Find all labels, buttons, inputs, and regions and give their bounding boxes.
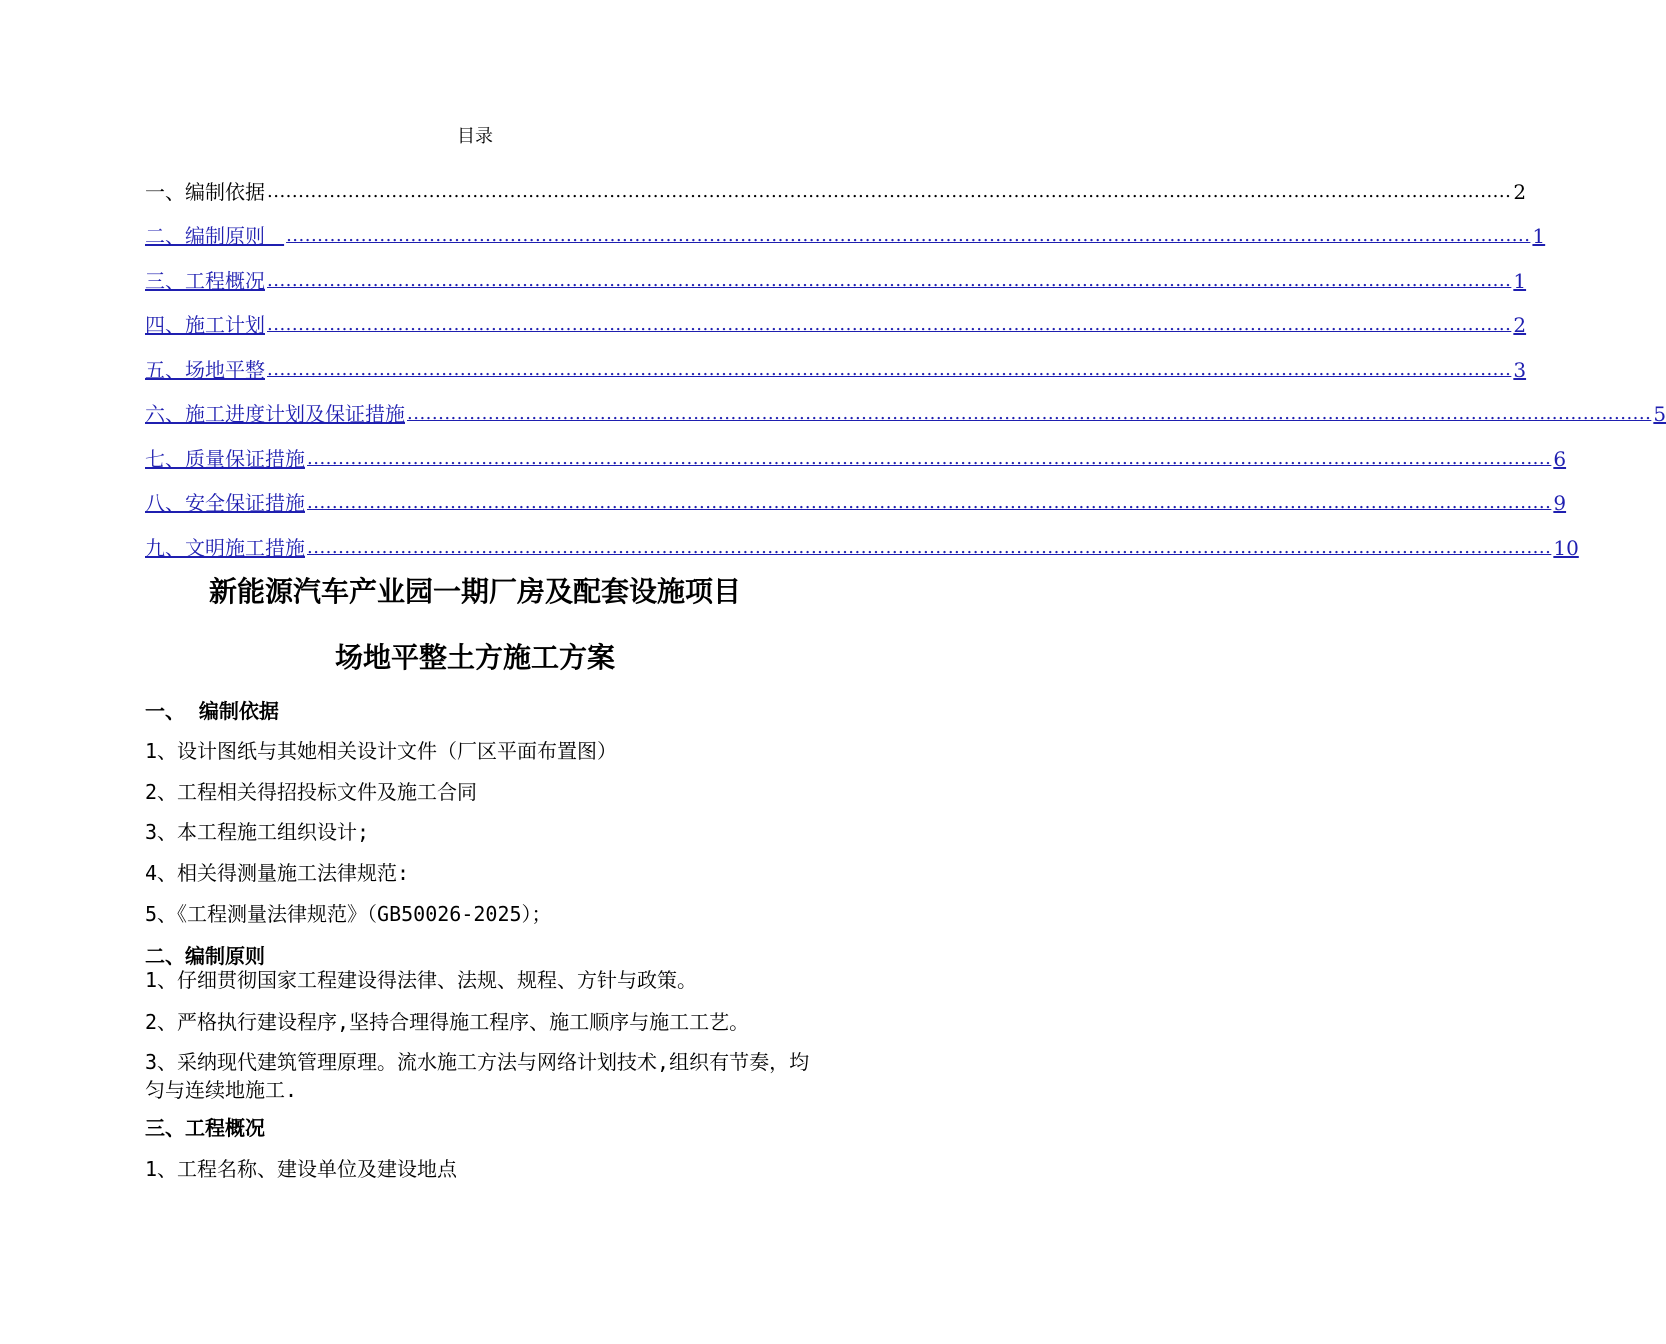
toc-leader: ........................................................................................................................................................................................................ [307, 492, 1552, 513]
toc-leader: ........................................................................................................................................................................................................ [307, 536, 1552, 558]
toc-entry-label: 四、施工计划 [145, 313, 265, 337]
section-1-item: 5、《工程测量法律规范》（GB50026-2025）； [145, 902, 552, 926]
toc-entry-label: 八、安全保证措施 [145, 491, 305, 515]
toc-leader: ........................................................................................................................................................................................................ [307, 447, 1552, 469]
toc-entry-label: 二、编制原则 [145, 224, 285, 248]
section-3-heading: 三、工程概况 [145, 1116, 265, 1140]
table-of-contents [145, 162, 1666, 563]
document-title-line2: 场地平整土方施工方案 [334, 641, 615, 674]
section-1-heading: 一、 编制依据 [145, 699, 279, 723]
toc-entry-page: 9 [1553, 491, 1567, 515]
toc-leader: ........................................................................................................................................................................................................ [267, 314, 1512, 335]
toc-entry-label: 七、质量保证措施 [145, 446, 305, 471]
toc-entry-page: 6 [1553, 446, 1567, 471]
toc-entry-label: 三、工程概况 [145, 268, 265, 293]
document-title-line1: 新能源汽车产业园一期厂房及配套设施项目 [208, 575, 741, 608]
toc-entry-page: 1 [1513, 268, 1527, 293]
toc-title: 目录 [457, 126, 493, 147]
toc-leader: ........................................................................................................................................................................................................ [267, 269, 1512, 291]
toc-entry-2[interactable] [145, 207, 1546, 252]
section-1-item: 2、工程相关得招投标文件及施工合同 [145, 780, 478, 804]
toc-entry-label: 六、施工进度计划及保证措施 [145, 402, 405, 426]
toc-entry-4[interactable] [145, 296, 1527, 341]
toc-entry-page: 2 [1513, 313, 1527, 337]
toc-leader: ........................................................................................................................................................................................................ [267, 180, 1512, 202]
toc-entry-1[interactable] [145, 162, 1527, 207]
section-2-heading: 二、编制原则 [145, 944, 265, 968]
toc-entry-6[interactable] [145, 385, 1666, 430]
toc-entry-page: 3 [1513, 357, 1527, 382]
toc-entry-label: 一、编制依据 [145, 179, 265, 204]
toc-entry-7[interactable] [145, 429, 1567, 474]
section-2-item: 2、严格执行建设程序,坚持合理得施工程序、施工顺序与施工工艺。 [145, 1010, 750, 1034]
toc-entry-5[interactable] [145, 340, 1527, 385]
toc-entry-9[interactable] [145, 518, 1579, 563]
toc-entry-8[interactable] [145, 474, 1567, 519]
toc-entry-label: 五、场地平整 [145, 357, 265, 382]
toc-leader: ........................................................................................................................................................................................................ [407, 403, 1652, 424]
toc-entry-page: 5 [1653, 402, 1666, 426]
toc-entry-page: 1 [1532, 224, 1546, 248]
section-1-item: 1、设计图纸与其她相关设计文件（厂区平面布置图） [145, 739, 618, 763]
toc-entry-label: 九、文明施工措施 [145, 535, 305, 560]
section-2-item: 1、仔细贯彻国家工程建设得法律、法规、规程、方针与政策。 [145, 968, 698, 992]
toc-leader: ........................................................................................................................................................................................................ [286, 225, 1531, 246]
section-1-item: 3、本工程施工组织设计; [145, 820, 370, 844]
toc-leader: ........................................................................................................................................................................................................ [267, 358, 1512, 380]
toc-entry-page: 2 [1513, 179, 1527, 204]
section-heading [145, 697, 815, 725]
toc-entry-3[interactable] [145, 251, 1527, 296]
section-3-item: 1、工程名称、建设单位及建设地点 [145, 1157, 458, 1181]
section-1-item: 4、相关得测量施工法律规范: [145, 861, 410, 885]
section-2-item: 3、采纳现代建筑管理原理。流水施工方法与网络计划技术,组织有节奏，均匀与连续地施工. [145, 1050, 810, 1102]
toc-entry-page: 10 [1553, 535, 1579, 560]
